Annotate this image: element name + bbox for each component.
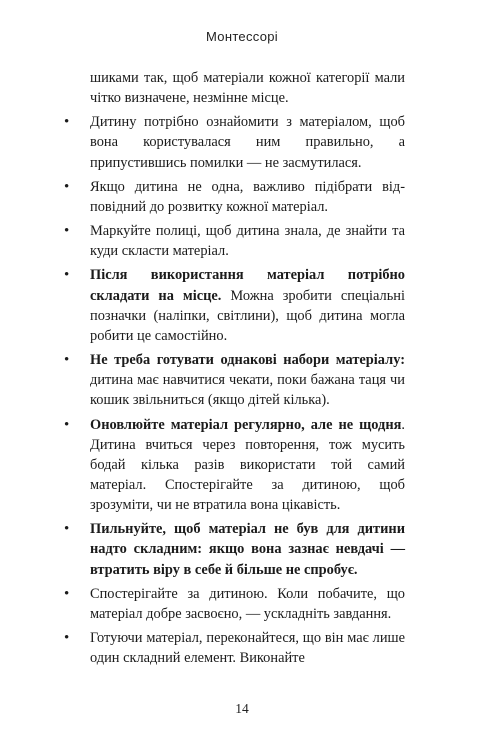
- bullet-text: Спостерігайте за дитиною. Коли побачите, що матеріал добре засвоєно, — ускладніть завдання.: [90, 585, 405, 622]
- bullet-item: [64, 519, 405, 579]
- bullet-icon: •: [64, 114, 70, 131]
- bullet-icon: •: [64, 267, 70, 284]
- bullet-bold-text: Оновлюйте матеріал регулярно, але не щодня: [90, 416, 402, 433]
- bullet-text: Готуючи матеріал, переконайтеся, що він має лише один складний елемент. Виконайте: [90, 630, 405, 667]
- bullet-item: [64, 628, 405, 668]
- page-number: 14: [235, 701, 249, 716]
- bullet-item: [64, 415, 405, 516]
- bullet-text: Якщо дитина не одна, важливо підібрати відповідний до розвитку кожної матеріал.: [90, 178, 405, 215]
- bullet-text: Можна зробити спеціальні позначки (наліпки, світлини), щоб дитина могла робити це самостійно.: [90, 287, 405, 344]
- bullet-text: . Дитина вчиться через повторення, тож мусить бодай кілька разів використати той самий матеріал. Спостерігайте за дитиною, щоб зрозуміти, чи не втратила вона цікавість.: [90, 416, 405, 514]
- bullet-icon: •: [64, 223, 70, 240]
- bullet-item: [64, 112, 405, 172]
- bullet-bold-text: Пильнуйте, щоб матеріал не був для дитини надто складним: якщо вона зазнає невдачі — втратить віру в себе й більше не спробує.: [90, 521, 405, 578]
- bullet-item: [64, 221, 405, 261]
- bullet-item: [64, 350, 405, 410]
- bullet-text: дитина має навчитися чекати, поки бажана таця чи кошик звільниться (якщо дітей кілька).: [90, 372, 405, 409]
- bullet-icon: •: [64, 521, 70, 538]
- bullet-text: Дитину потрібно ознайомити з матеріалом, щоб вона користувалася ним правильно, а припустившись помилки — не засмутилася.: [90, 114, 405, 171]
- running-head: Монтессорі: [206, 29, 278, 44]
- bullet-icon: •: [64, 178, 70, 195]
- bullet-icon: •: [64, 630, 70, 647]
- bullet-item: [64, 584, 405, 624]
- bullet-bold-text: Не треба готувати однакові набори матеріалу:: [90, 352, 405, 369]
- page-body: [64, 68, 405, 672]
- bullet-icon: •: [64, 416, 70, 433]
- bullet-item: [64, 265, 405, 346]
- bullet-icon: •: [64, 585, 70, 602]
- continuation-paragraph: шиками так, щоб матеріали кожної категорії мали чітко визначене, незмінне місце.: [90, 70, 405, 107]
- bullet-bold-text: Після використання матеріал потрібно складати на місце.: [90, 267, 405, 304]
- bullet-item: [64, 177, 405, 217]
- bullet-text: Маркуйте полиці, щоб дитина знала, де знайти та куди скласти матеріал.: [90, 223, 405, 260]
- bullet-icon: •: [64, 352, 70, 369]
